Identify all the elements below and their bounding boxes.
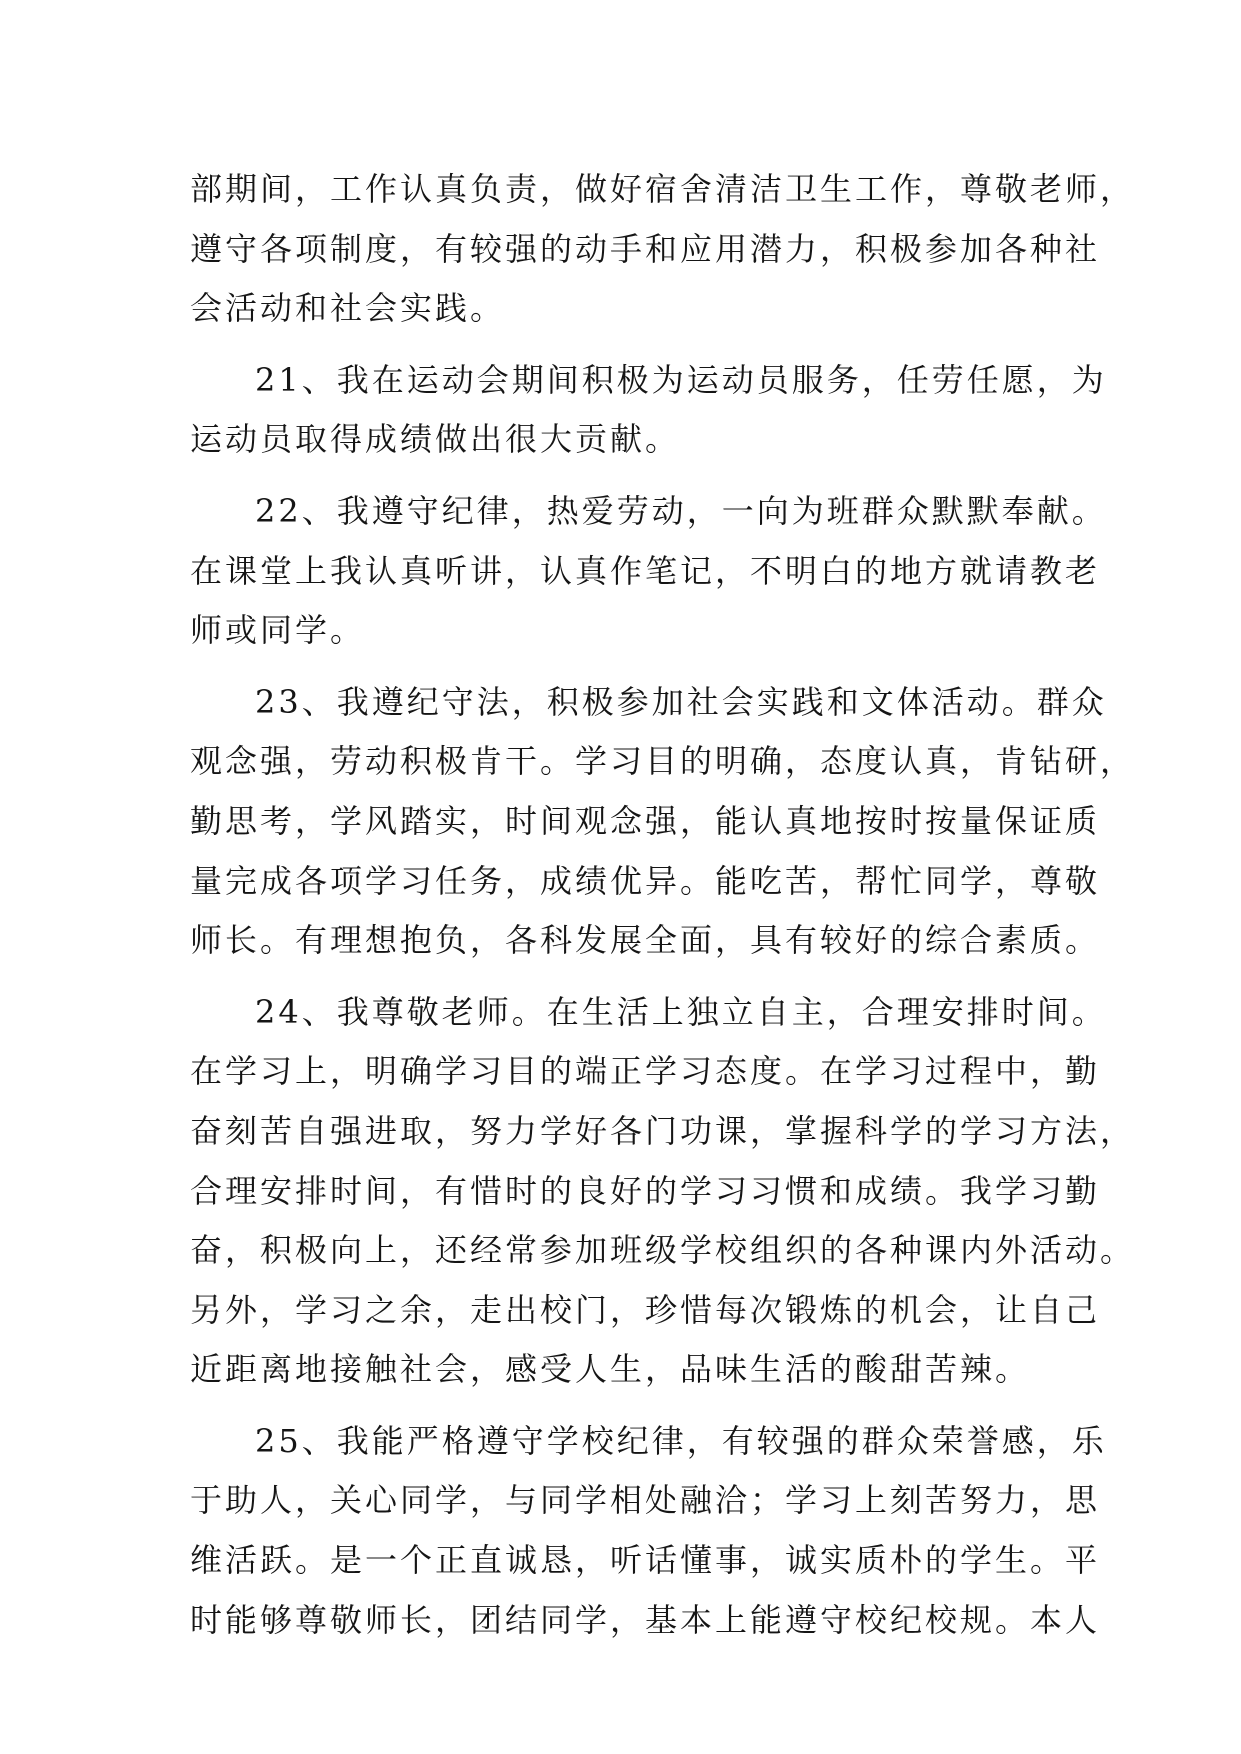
text-line: 观念强，劳动积极肯干。学习目的明确，态度认真，肯钻研， <box>190 742 1136 781</box>
paragraph-22 <box>190 482 1107 661</box>
text-line: 23、我遵纪守法，积极参加社会实践和文体活动。群众 <box>255 682 1107 721</box>
text-line: 时能够尊敬师长，团结同学，基本上能遵守校纪校规。本人 <box>190 1600 1101 1639</box>
text-line: 师长。有理想抱负，各科发展全面，具有较好的综合素质。 <box>190 921 1101 960</box>
text-line: 部期间，工作认真负责，做好宿舍清洁卫生工作，尊敬老师， <box>190 170 1136 208</box>
text-line: 遵守各项制度，有较强的动手和应用潜力，积极参加各种社 <box>190 229 1101 268</box>
text-line: 奋，积极向上，还经常参加班级学校组织的各种课内外活动。 <box>190 1231 1136 1270</box>
text-line: 勤思考，学风踏实，时间观念强，能认真地按时按量保证质 <box>190 801 1101 840</box>
text-line: 22、我遵守纪律，热爱劳动，一向为班群众默默奉献。 <box>255 491 1107 530</box>
text-line: 运动员取得成绩做出很大贡献。 <box>190 420 681 459</box>
text-line: 量完成各项学习任务，成绩优异。能吃苦，帮忙同学，尊敬 <box>190 861 1101 900</box>
text-line: 合理安排时间，有惜时的良好的学习习惯和成绩。我学习勤 <box>190 1171 1101 1210</box>
paragraph-continued <box>190 160 1136 339</box>
paragraph-24 <box>190 983 1136 1400</box>
text-line: 于助人，关心同学，与同学相处融洽；学习上刻苦努力，思 <box>190 1481 1101 1520</box>
text-line: 维活跃。是一个正直诚恳，听话懂事，诚实质朴的学生。平 <box>190 1541 1101 1580</box>
paragraph-21 <box>190 351 1107 470</box>
text-line: 24、我尊敬老师。在生活上独立自主，合理安排时间。 <box>255 992 1107 1031</box>
text-line: 21、我在运动会期间积极为运动员服务，任劳任愿，为 <box>255 360 1107 399</box>
document-body <box>190 160 1136 1650</box>
paragraph-23 <box>190 673 1136 971</box>
paragraph-25 <box>190 1412 1107 1650</box>
text-line: 奋刻苦自强进取，努力学好各门功课，掌握科学的学习方法， <box>190 1111 1136 1150</box>
text-line: 25、我能严格遵守学校纪律，有较强的群众荣誉感，乐 <box>255 1421 1107 1460</box>
text-line: 会活动和社会实践。 <box>190 289 506 328</box>
text-line: 在学习上，明确学习目的端正学习态度。在学习过程中，勤 <box>190 1052 1101 1091</box>
text-line: 在课堂上我认真听讲，认真作笔记，不明白的地方就请教老 <box>190 551 1101 590</box>
text-line: 近距离地接触社会，感受人生，品味生活的酸甜苦辣。 <box>190 1350 1031 1389</box>
text-line: 另外，学习之余，走出校门，珍惜每次锻炼的机会，让自己 <box>190 1290 1101 1329</box>
text-line: 师或同学。 <box>190 611 366 650</box>
